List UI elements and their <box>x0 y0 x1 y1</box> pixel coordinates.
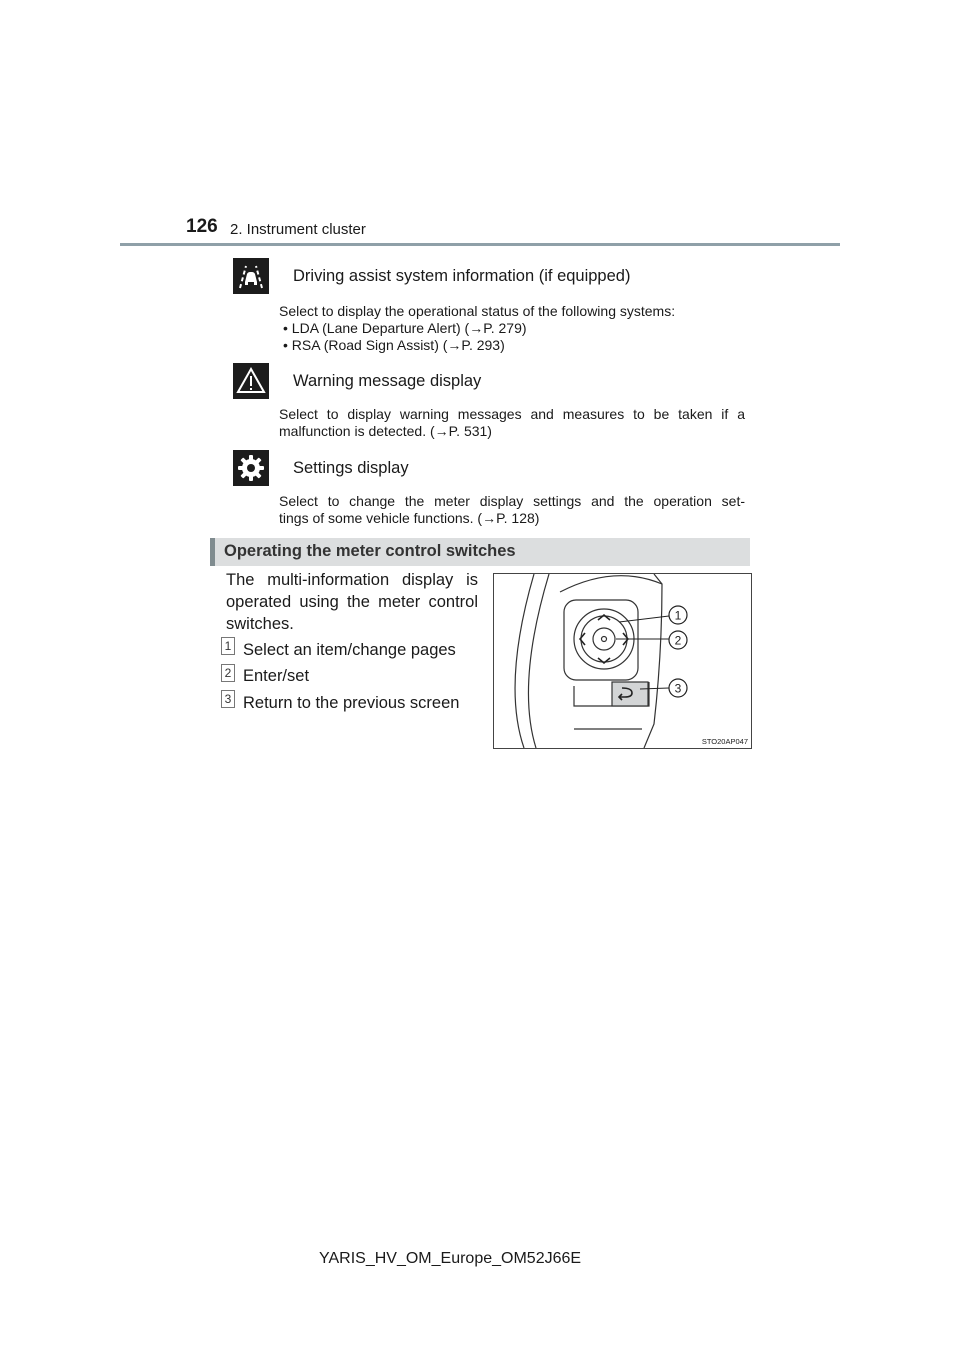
steering-switch-drawing <box>494 574 751 748</box>
chapter-title: 2. Instrument cluster <box>230 221 366 238</box>
entry-text-line: Select to display warning messages and measures to be taken if a <box>279 406 745 422</box>
figure-code: STO20AP047 <box>701 737 748 746</box>
entry-title: Settings display <box>293 459 409 477</box>
steering-switch-illustration <box>493 573 752 749</box>
warning-triangle-icon <box>233 363 269 399</box>
entry-text <box>279 493 745 527</box>
header-rule <box>120 243 840 246</box>
bullet-item: • RSA (Road Sign Assist) (→P. 293) <box>283 337 505 353</box>
document-id: YARIS_HV_OM_Europe_OM52J66E <box>319 1250 582 1267</box>
bullet-item: • LDA (Lane Departure Alert) (→P. 279) <box>283 320 527 336</box>
callout-label: 3 <box>674 681 682 696</box>
section-accent <box>210 538 215 566</box>
section-heading <box>210 538 750 566</box>
step-label: Select an item/change pages <box>243 641 456 659</box>
step-number-badge: 3 <box>221 690 235 708</box>
step-number-badge: 1 <box>221 637 235 655</box>
section-title: Operating the meter control switches <box>224 542 516 560</box>
callout-label: 2 <box>674 633 682 648</box>
entry-text <box>279 406 745 440</box>
entry-text-line: tings of some vehicle functions. (→P. 128) <box>279 510 540 526</box>
step-number-badge: 2 <box>221 664 235 682</box>
callout-label: 1 <box>674 608 682 623</box>
step-label: Enter/set <box>243 667 310 685</box>
entry-title: Warning message display <box>293 372 482 390</box>
driving-assist-icon <box>233 258 269 294</box>
entry-text-line: malfunction is detected. (→P. 531) <box>279 423 492 439</box>
page-number: 126 <box>186 216 218 237</box>
entry-text-line: Select to change the meter display settings and the operation set- <box>279 493 745 509</box>
body-line: operated using the meter control <box>226 593 478 611</box>
entry-title: Driving assist system information (if equipped) <box>293 267 631 285</box>
body-line: The multi-information display is <box>226 571 478 589</box>
entry-text: Select to display the operational status of the following systems: <box>279 303 676 319</box>
section-body <box>226 569 478 635</box>
step-label: Return to the previous screen <box>243 694 460 712</box>
gear-icon <box>233 450 269 486</box>
body-line: switches. <box>226 615 294 633</box>
